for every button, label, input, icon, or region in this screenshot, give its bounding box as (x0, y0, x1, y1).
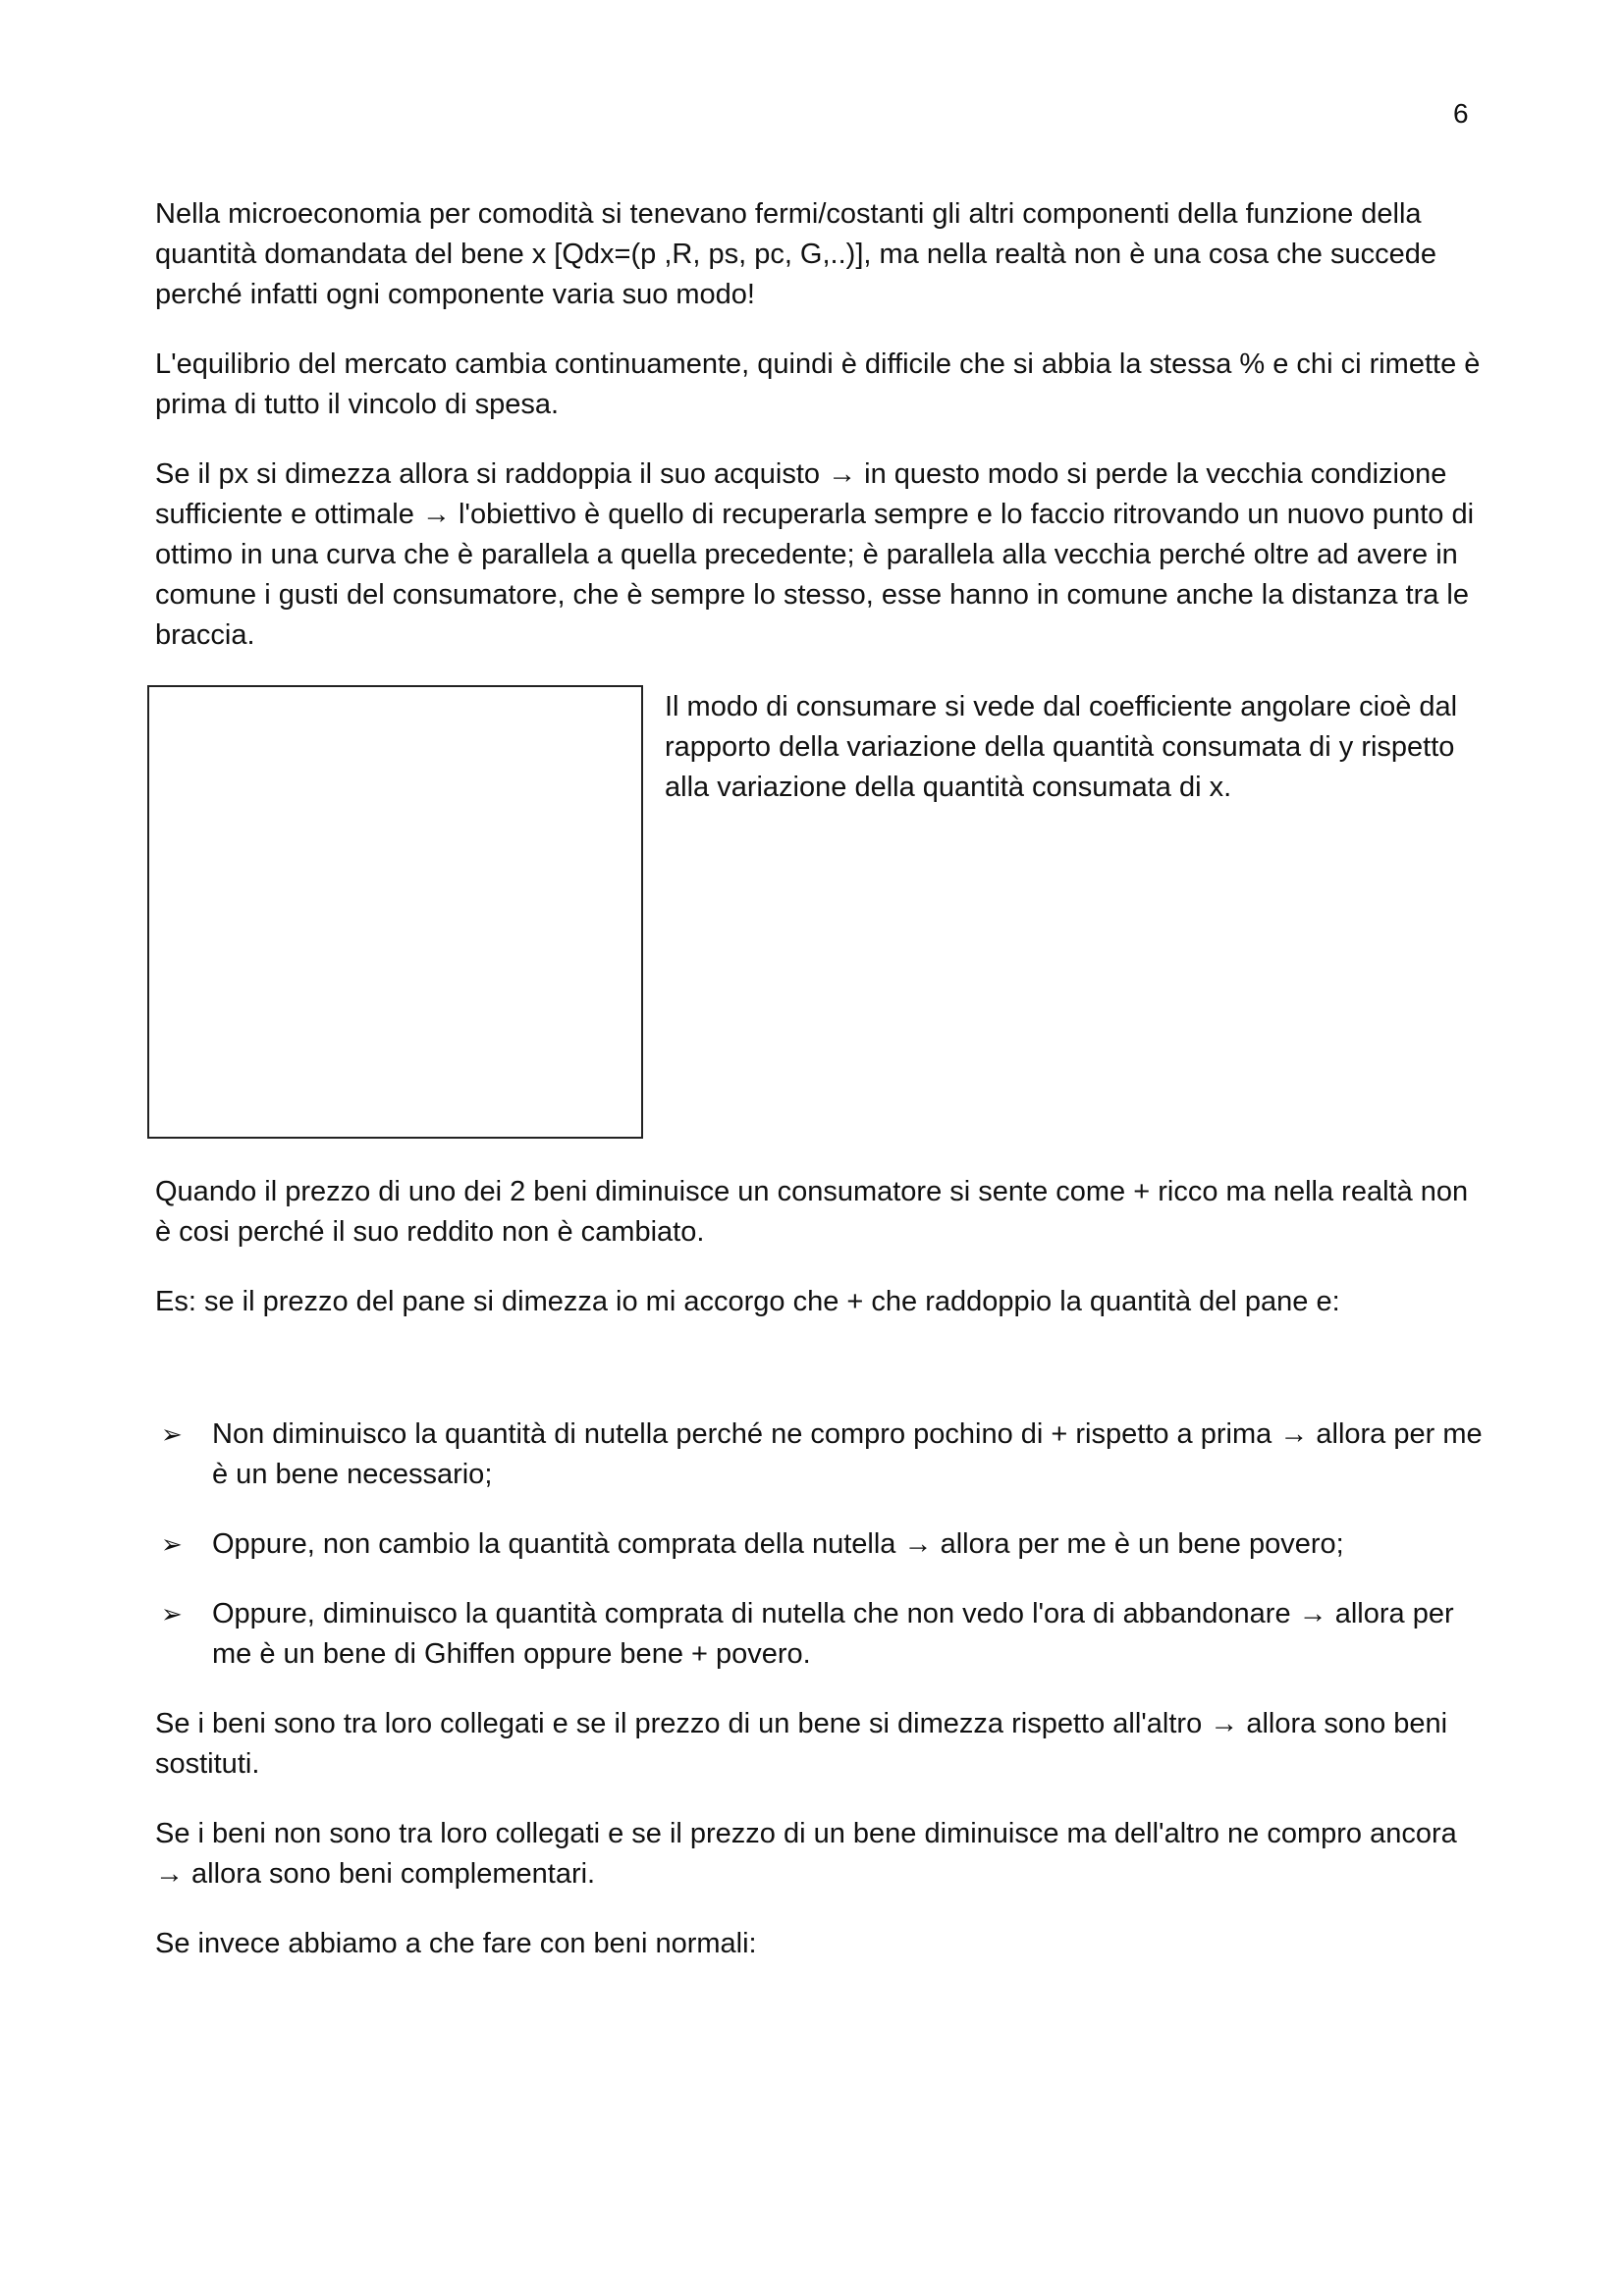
paragraph-equilibrio: L'equilibrio del mercato cambia continuamente, quindi è difficile che si abbia la stessa % e chi ci rimette è prima di tutto il vincolo di spesa. (155, 348, 1481, 420)
bullet-list (155, 1415, 1490, 1675)
paragraph-prezzo-dimezza (155, 454, 1490, 656)
arrowhead-bullet-icon: ➢ (161, 1599, 183, 1629)
text-segment: Se i beni sono tra loro collegati e se il prezzo di un bene si dimezza rispetto all'altro (155, 1708, 1203, 1739)
arrow-right-icon: → (421, 499, 451, 530)
text-segment: allora per me è un bene necessario; (212, 1418, 1483, 1490)
page-body (155, 194, 1490, 1994)
text-segment: allora sono beni sostituti. (155, 1708, 1448, 1780)
text-segment: allora sono beni complementari. (184, 1858, 596, 1890)
paragraph-beni-sostituti (155, 1704, 1490, 1785)
text-segment: allora per me è un bene di Ghiffen oppure bene + povero. (212, 1598, 1454, 1670)
arrow-right-icon: → (1298, 1598, 1327, 1629)
list-item (155, 1415, 1490, 1495)
page-number: 6 (1453, 98, 1469, 129)
text-segment: l'obiettivo è quello di recuperarla sempre e lo faccio ritrovando un nuovo punto di ottimo in una curva che è parallela a quella precedente; è parallela alla vecchia perché oltre ad avere in comune i gusti del consumatore, che è sempre lo stesso, esse hanno in comune anche la distanza tra le braccia. (155, 499, 1475, 651)
text-segment: in questo modo si perde la vecchia condizione sufficiente e ottimale (155, 458, 1447, 530)
arrow-right-icon: → (1279, 1418, 1309, 1450)
text-segment: allora per me è un bene povero; (932, 1528, 1344, 1560)
arrowhead-bullet-icon: ➢ (161, 1419, 183, 1449)
text-segment: Oppure, diminuisco la quantità comprata di nutella che non vedo l'ora di abbandonare (212, 1598, 1291, 1629)
paragraph-beni-normali: Se invece abbiamo a che fare con beni normali: (155, 1928, 757, 1959)
figure-placeholder-box (147, 685, 643, 1139)
arrow-right-icon: → (1210, 1708, 1239, 1739)
spacer (155, 1352, 1490, 1415)
text-segment: Se i beni non sono tra loro collegati e se il prezzo di un bene diminuisce ma dell'altro ne compro ancora (155, 1818, 1457, 1849)
paragraph-microeconomia: Nella microeconomia per comodità si tenevano fermi/costanti gli altri componenti della funzione della quantità domandata del bene x [Qdx=(p ,R, ps, pc, G,..)], ma nella realtà non è una cosa che succede perché infatti ogni componente varia suo modo! (155, 198, 1436, 310)
arrow-right-icon: → (903, 1528, 933, 1560)
paragraph-prezzo-diminuisce: Quando il prezzo di uno dei 2 beni diminuisce un consumatore si sente come + ricco ma nella realtà non è cosi perché il suo reddito non è cambiato. (155, 1176, 1469, 1248)
figure-row (155, 685, 1490, 1139)
list-item (155, 1524, 1490, 1565)
text-segment: Oppure, non cambio la quantità comprata della nutella (212, 1528, 896, 1560)
text-segment: Non diminuisco la quantità di nutella perché ne compro pochino di + rispetto a prima (212, 1418, 1272, 1450)
list-item (155, 1594, 1490, 1675)
paragraph-esempio: Es: se il prezzo del pane si dimezza io mi accorgo che + che raddoppio la quantità del pane e: (155, 1286, 1340, 1317)
arrow-right-icon: → (828, 458, 857, 490)
text-segment: Se il px si dimezza allora si raddoppia il suo acquisto (155, 458, 821, 490)
figure-caption: Il modo di consumare si vede dal coefficiente angolare cioè dal rapporto della variazione della quantità consumata di y rispetto alla variazione della quantità consumata di x. (665, 691, 1458, 803)
arrow-right-icon: → (155, 1858, 184, 1890)
arrowhead-bullet-icon: ➢ (161, 1529, 183, 1559)
paragraph-beni-complementari (155, 1814, 1490, 1895)
